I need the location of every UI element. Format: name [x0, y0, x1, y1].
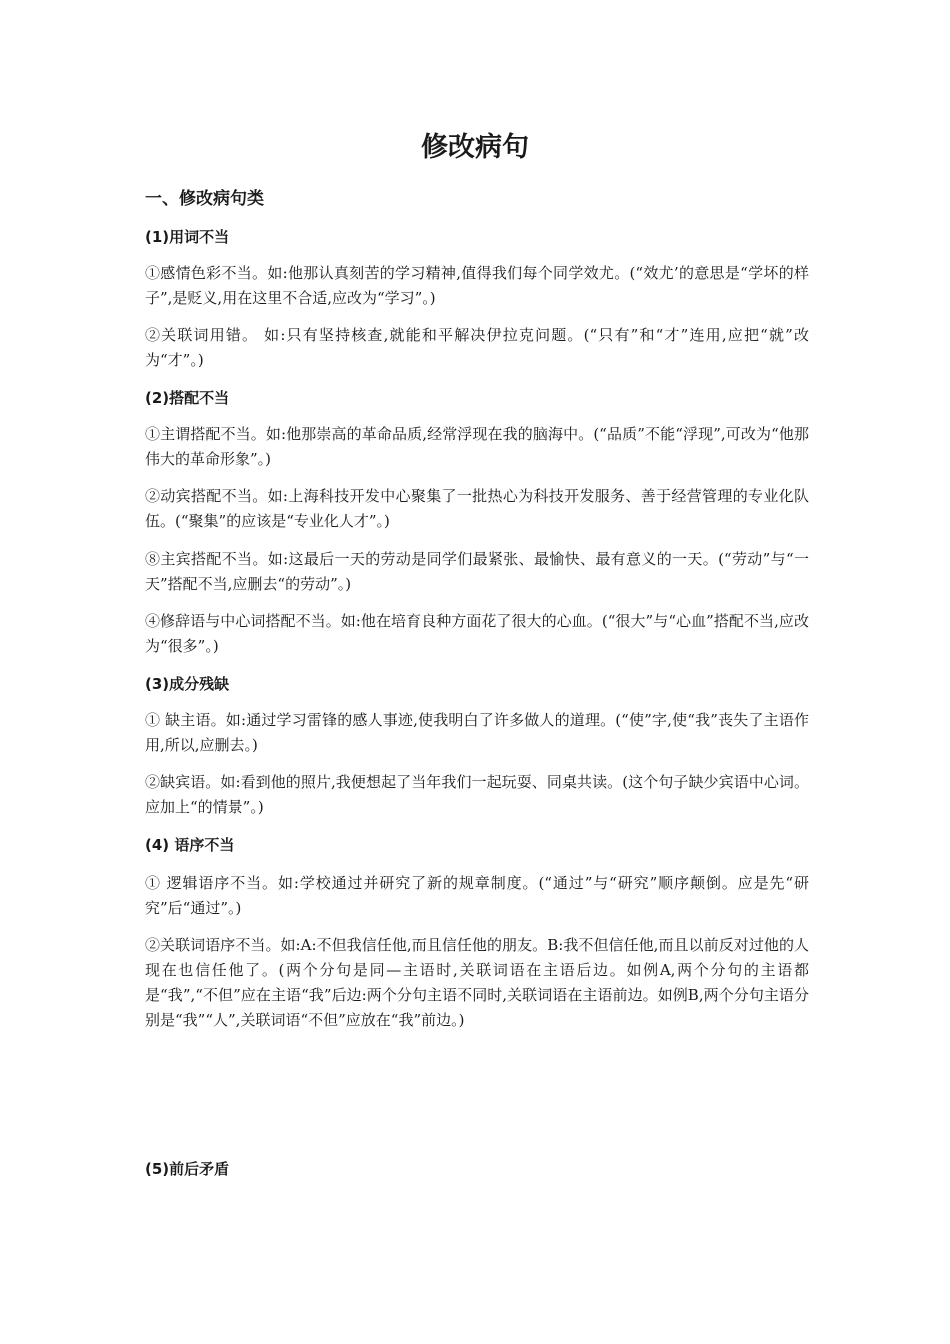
paragraph-item: ②关联词语序不当。如:A:不但我信任他,而且信任他的朋友。B:我不但信任他,而且以前反对过他的人现在也信任他了。(两个分句是同—主语时,关联词语在主语后边。如例A,两个分句的主语都是“我”,“不但”应在主语“我”后边:两个分句主语不同时,关联词语在主语前边。如例B,两个分句主语分别是“我”“人”,关联词语“不但”应放在“我”前边。) [145, 936, 809, 1029]
paragraph-item: ②缺宾语。如:看到他的照片,我便想起了当年我们一起玩耍、同桌共读。(这个句子缺少宾语中心词。应加上“的情景”。) [145, 773, 809, 816]
subheading-collocation: (2)搭配不当 [145, 389, 230, 407]
document-title: 修改病句 [421, 132, 529, 163]
paragraph-item: ②动宾搭配不当。如:上海科技开发中心聚集了一批热心为科技开发服务、善于经营管理的专业化队伍。(“聚集”的应该是“专业化人才”。) [145, 487, 809, 530]
paragraph-item: ①主谓搭配不当。如:他那崇高的革命品质,经常浮现在我的脑海中。(“品质”不能“浮现”,可改为“他那伟大的革命形象”。) [145, 425, 809, 468]
paragraph-item: ④修辞语与中心词搭配不当。如:他在培育良种方面花了很大的心血。(“很大”与“心血”搭配不当,应改为“很多”。) [145, 612, 809, 655]
subheading-contradiction: (5)前后矛盾 [145, 1160, 230, 1178]
section-heading: 一、修改病句类 [145, 189, 264, 209]
paragraph-item: ①感情色彩不当。如:他那认真刻苦的学习精神,值得我们每个同学效尤。(“效尤’的意思是“学坏的样子”,是贬义,用在这里不合适,应改为“学习”。) [145, 264, 809, 307]
paragraph-item: ②关联词用错。 如:只有坚持核查,就能和平解决伊拉克问题。(“只有”和“才”连用,应把“就”改为“才”。) [145, 326, 809, 369]
subheading-wording: (1)用词不当 [145, 228, 230, 246]
subheading-word-order: (4) 语序不当 [145, 836, 235, 854]
paragraph-item: ⑧主宾搭配不当。如:这最后一天的劳动是同学们最紧张、最愉快、最有意义的一天。(“劳动”与“一天”搭配不当,应删去“的劳动”。) [145, 550, 809, 593]
paragraph-item: ① 缺主语。如:通过学习雷锋的感人事迹,使我明白了许多做人的道理。(“使”字,使“我”丧失了主语作用,所以,应删去。) [145, 711, 809, 754]
subheading-missing-components: (3)成分残缺 [145, 675, 230, 693]
paragraph-item: ① 逻辑语序不当。如:学校通过并研究了新的规章制度。(“通过”与“研究”顺序颠倒。应是先“研究”后“通过”。) [145, 874, 809, 917]
